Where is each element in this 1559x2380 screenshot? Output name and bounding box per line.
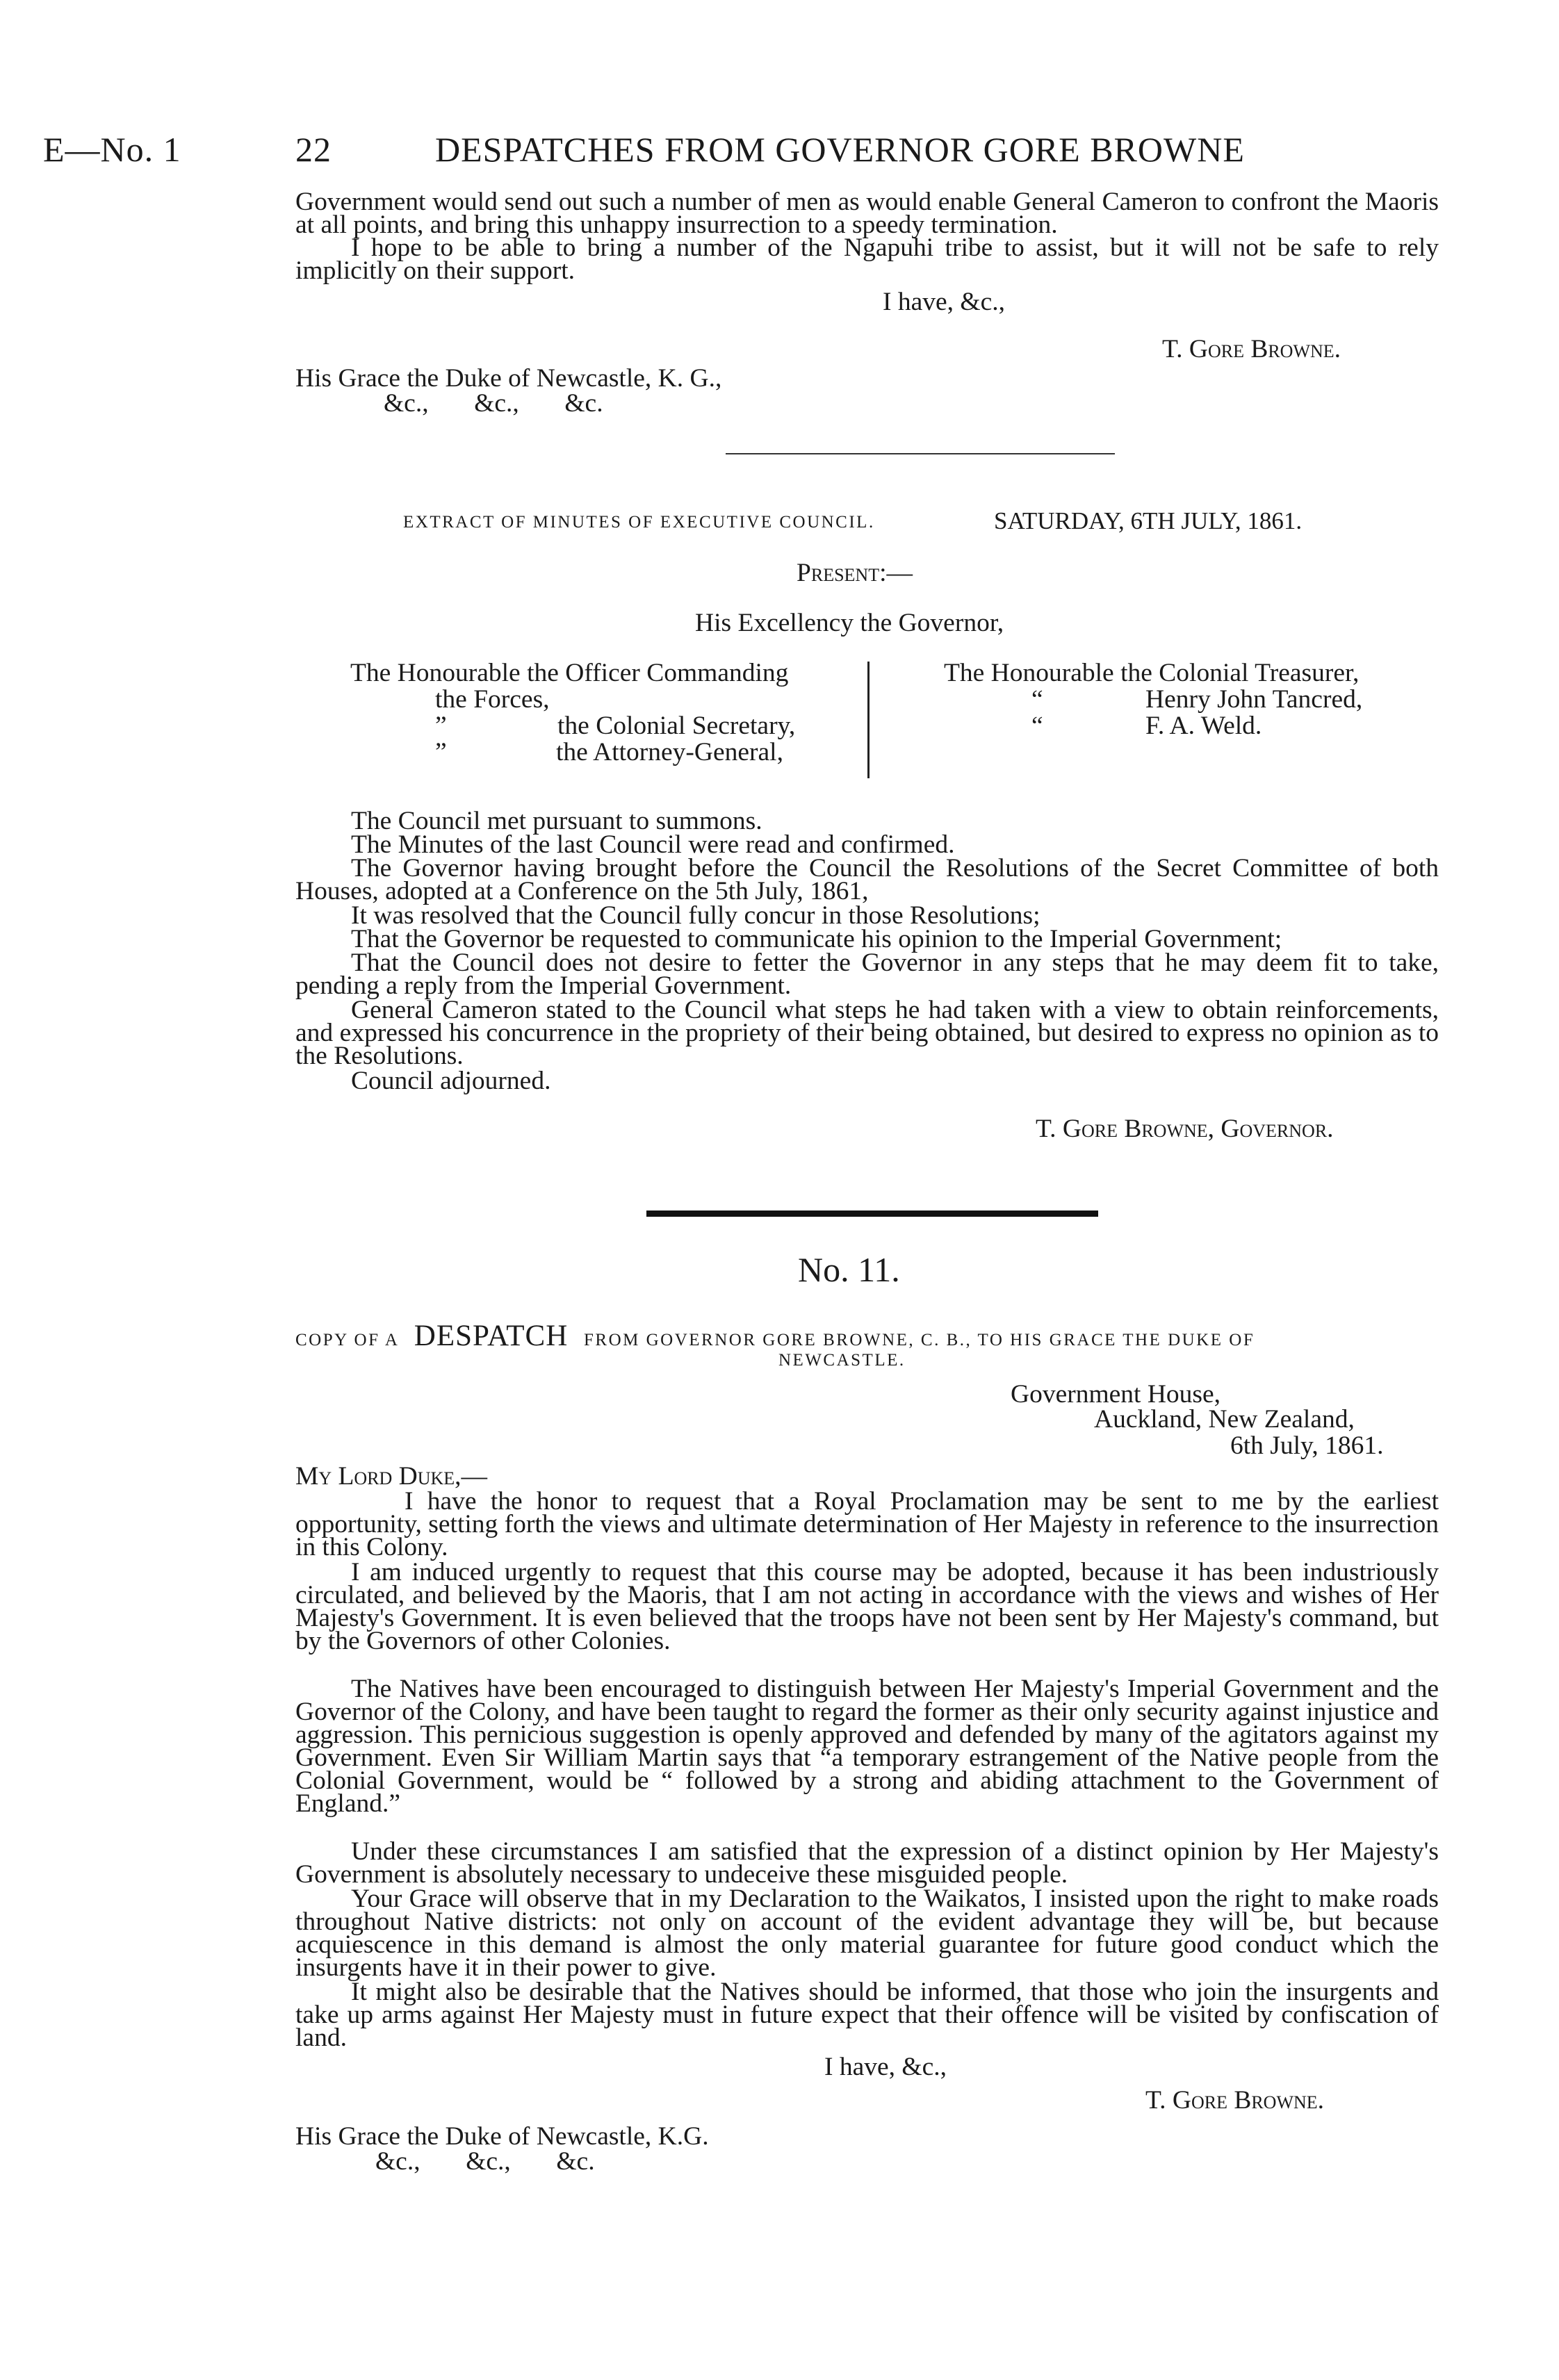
closing: I have, &c., xyxy=(883,288,1005,316)
despatch-paragraph: I am induced urgently to request that this course may be adopted, because it has been industriously circulated, and believed by the Maoris, that I am not acting in accordance with the views and wishes of Her Majesty's Government. It is even believed that the troops have not been sent by Her Majesty's command, but by the Governors of other Colonies. xyxy=(295,1558,1439,1655)
addressee-etc: &c., &c., &c. xyxy=(384,389,603,418)
minutes-paragraph: The Council met pursuant to summons. xyxy=(351,807,762,835)
minutes-paragraph: The Minutes of the last Council were read and confirmed. xyxy=(351,830,955,859)
governor-line: His Excellency the Governor, xyxy=(695,609,1004,637)
minutes-paragraph: The Governor having brought before the Council the Resolutions of the Secret Committee of both Houses, adopted at a Conference on the 5th July, 1861, xyxy=(295,854,1439,905)
letter-paragraph: Government would send out such a number of men as would enable General Cameron to confront the Maoris at all points, and bring this unhappy insurrection to a speedy termination. xyxy=(295,188,1439,239)
minutes-date: SATURDAY, 6TH JULY, 1861. xyxy=(994,507,1303,534)
minutes-paragraph: General Cameron stated to the Council what steps he had taken with a view to obtain reinforcements, and expressed his concurrence in the propriety of their being obtained, but desired to express no opinion as to the Resolutions. xyxy=(295,996,1439,1070)
despatch-heading: COPY OF A xyxy=(295,1331,399,1349)
despatch-heading: NEWCASTLE. xyxy=(778,1351,906,1370)
minutes-title: EXTRACT OF MINUTES OF EXECUTIVE COUNCIL. xyxy=(403,513,875,532)
attendee-right: Henry John Tancred, xyxy=(1145,685,1363,714)
minutes-signature: T. Gore Browne, Governor. xyxy=(1036,1115,1334,1143)
section-divider xyxy=(646,1210,1098,1217)
address-line: Government House, xyxy=(1011,1380,1221,1409)
despatch-paragraph: It might also be desirable that the Natives should be informed, that those who join the insurgents and take up arms against Her Majesty must in future expect that their offence will be visited by confiscation of land. xyxy=(295,1978,1439,2052)
closing: I have, &c., xyxy=(824,2053,947,2081)
letter-paragraph: I hope to be able to bring a number of the Ngapuhi tribe to assist, but it will not be safe to rely implicitly on their support. xyxy=(295,233,1439,285)
page-number: 22 xyxy=(295,130,332,169)
signature: T. Gore Browne. xyxy=(1145,2086,1325,2115)
despatch-paragraph: Your Grace will observe that in my Declaration to the Waikatos, I insisted upon the right to make roads throughout Native districts: not only on account of the evident advantage they will be, but because acquiescence in this demand is almost the only material guarantee for future good conduct which the insurgents have it in their power to give. xyxy=(295,1885,1439,1982)
present-label: Present:— xyxy=(797,559,913,587)
minutes-paragraph: It was resolved that the Council fully concur in those Resolutions; xyxy=(351,901,1040,930)
despatch-heading-emphasis: DESPATCH xyxy=(414,1320,569,1352)
despatch-paragraph: I have the honor to request that a Royal Proclamation may be sent to me by the earliest opportunity, setting forth the views and ultimate determination of Her Majesty in reference to the insurrection in this Colony. xyxy=(295,1487,1439,1561)
series-label: E—No. 1 xyxy=(43,130,181,169)
signature: T. Gore Browne. xyxy=(1162,335,1341,363)
salutation: My Lord Duke,— xyxy=(295,1462,488,1491)
ditto-mark: “ xyxy=(1031,685,1043,714)
ditto-mark: ” xyxy=(435,712,447,740)
column-divider xyxy=(867,662,870,778)
despatch-paragraph: Under these circumstances I am satisfied that the expression of a distinct opinion by Her Majesty's Government is absolutely necessary to undeceive these misguided people. xyxy=(295,1837,1439,1889)
addressee: His Grace the Duke of Newcastle, K. G., xyxy=(295,364,722,393)
minutes-paragraph: That the Council does not desire to fetter the Governor in any steps that he may deem fit to take, pending a reply from the Imperial Government. xyxy=(295,949,1439,1000)
divider xyxy=(726,453,1115,454)
attendee-left: The Honourable the Officer Commanding xyxy=(350,659,789,687)
address-line: Auckland, New Zealand, xyxy=(1094,1405,1355,1434)
despatch-heading: FROM GOVERNOR GORE BROWNE, C. B., TO HIS GRACE THE DUKE OF xyxy=(584,1331,1255,1349)
attendee-left: the Attorney-General, xyxy=(556,738,783,766)
attendee-right: The Honourable the Colonial Treasurer, xyxy=(944,659,1360,687)
minutes-paragraph: Council adjourned. xyxy=(351,1067,551,1095)
page-header-title: DESPATCHES FROM GOVERNOR GORE BROWNE xyxy=(435,130,1245,169)
address-date: 6th July, 1861. xyxy=(1230,1431,1384,1460)
ditto-mark: ” xyxy=(435,738,447,766)
despatch-paragraph: The Natives have been encouraged to distinguish between Her Majesty's Imperial Government and the Governor of the Colony, and have been taught to regard the former as their only security against injustice and aggression. This pernicious suggestion is openly approved and defended by many of the agitators against my Government. Even Sir William Martin says that “a temporary estrangement of the Native people from the Colonial Government, would be “ followed by a strong and abiding attachment to the Government of England.” xyxy=(295,1675,1439,1818)
addressee: His Grace the Duke of Newcastle, K.G. xyxy=(295,2122,709,2151)
despatch-number: No. 11. xyxy=(798,1250,900,1289)
addressee-etc: &c., &c., &c. xyxy=(375,2147,595,2176)
ditto-mark: “ xyxy=(1031,712,1043,740)
attendee-left: the Colonial Secretary, xyxy=(557,712,796,740)
minutes-paragraph: That the Governor be requested to communicate his opinion to the Imperial Government; xyxy=(351,925,1282,953)
attendee-right: F. A. Weld. xyxy=(1145,712,1262,740)
attendee-left: the Forces, xyxy=(435,685,550,714)
